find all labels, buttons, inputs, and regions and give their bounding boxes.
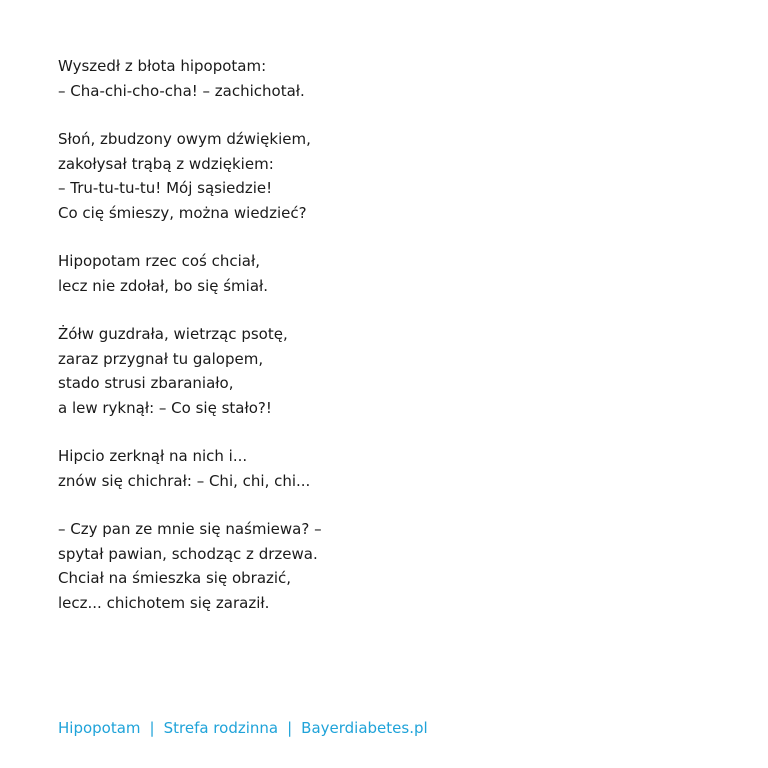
poem-line: Chciał na śmieszka się obrazić, — [58, 569, 292, 587]
footer-separator: | — [149, 719, 155, 737]
stanza-5 — [58, 444, 708, 493]
footer-title: Hipopotam — [58, 719, 141, 737]
stanza-3 — [58, 249, 708, 298]
poem-line: lecz... chichotem się zaraził. — [58, 593, 270, 612]
poem-line: – Czy pan ze mnie się naśmiewa? – — [58, 520, 322, 538]
poem — [58, 54, 708, 639]
footer-separator: | — [287, 719, 293, 737]
stanza-2 — [58, 127, 708, 225]
poem-line: – Cha-chi-cho-cha! – zachichotał. — [58, 81, 305, 100]
poem-line: zaraz przygnał tu galopem, — [58, 349, 264, 368]
stanza-4 — [58, 322, 708, 420]
poem-line: znów się chichrał: – Chi, chi, chi... — [58, 471, 311, 490]
footer — [58, 718, 428, 738]
footer-site-link[interactable]: Bayerdiabetes.pl — [301, 719, 428, 737]
stanza-1 — [58, 54, 708, 103]
poem-line: Żółw guzdrała, wietrząc psotę, — [58, 325, 288, 343]
poem-line: zakołysał trąbą z wdziękiem: — [58, 154, 274, 173]
poem-line: Hipcio zerknął na nich i... — [58, 447, 248, 465]
poem-line: Wyszedł z błota hipopotam: — [58, 57, 267, 75]
poem-line: a lew ryknął: – Co się stało?! — [58, 398, 272, 417]
poem-line: Słoń, zbudzony owym dźwiękiem, — [58, 130, 311, 148]
poem-line: – Tru-tu-tu-tu! Mój sąsiedzie! — [58, 179, 273, 197]
poem-line: stado strusi zbaraniało, — [58, 374, 234, 392]
poem-line: spytał pawian, schodząc z drzewa. — [58, 544, 318, 563]
poem-line: lecz nie zdołał, bo się śmiał. — [58, 276, 269, 295]
poem-line: Co cię śmieszy, można wiedzieć? — [58, 203, 307, 222]
poem-line: Hipopotam rzec coś chciał, — [58, 252, 260, 270]
footer-section: Strefa rodzinna — [163, 719, 279, 737]
stanza-6 — [58, 517, 708, 615]
